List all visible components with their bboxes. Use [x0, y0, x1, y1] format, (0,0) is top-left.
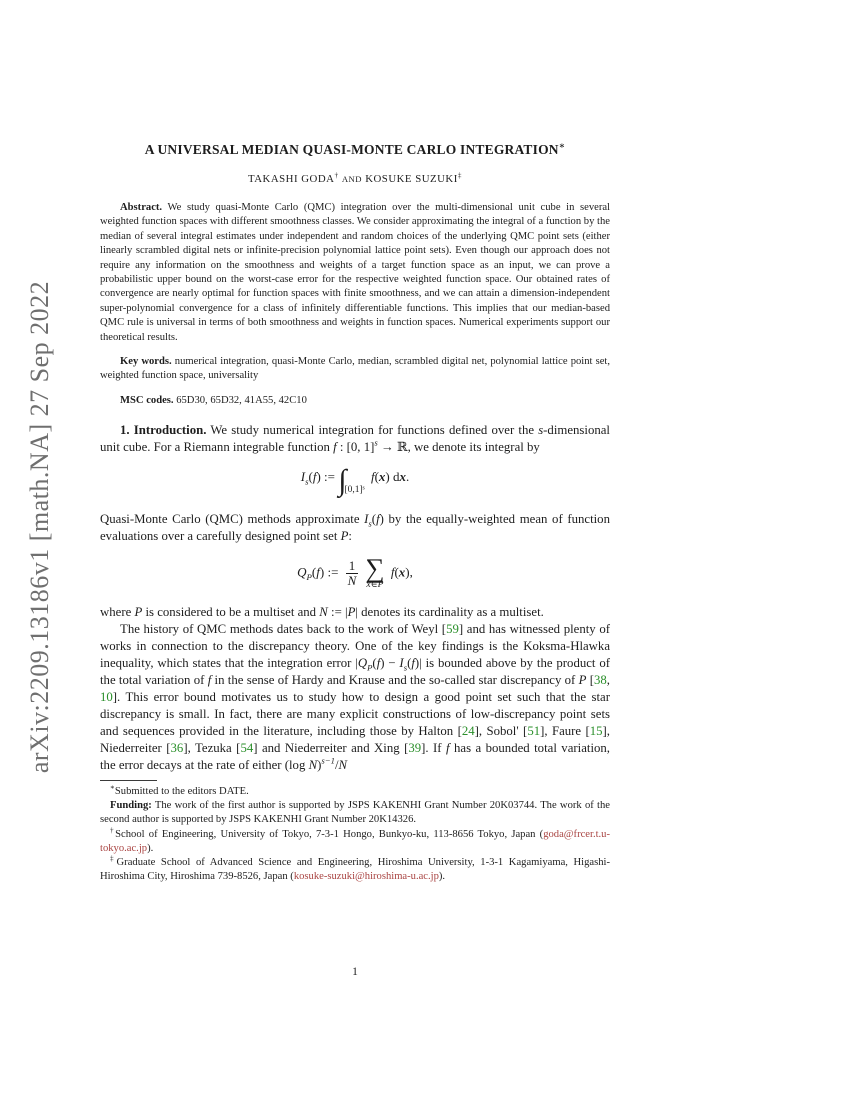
equation-integral-definition: $I_s(f)$ := $\int_{[0,1]ˢ}$ f(x) dx.	[300, 464, 410, 498]
citation-link[interactable]: 36	[170, 740, 184, 755]
equation-qmc-rule: $Q_P(f)$ := $\frac{1}{N}$ ∑ x∈P f(x),	[297, 552, 413, 591]
email-link[interactable]: goda@frcer.t.u-tokyo.ac.jp	[100, 828, 611, 854]
introduction-paragraph-4: The history of QMC methods dates back to the work of Weyl [59] and has witnessed plenty of works in connection to the discrepancy theory. One of the key findings is the Koksma-Hlawka inequality, which states that the integration error $|Q_P(f) - I_s(f)|$ is bounded above by the product of the total variation of f in the sense of Hardy and Krause and the so-called star discrepancy of P [38, 10]. This error bound motivates us to study how to design a good point set such that the star discrepancy is small. In fact, there are many explicit constructions of low-discrepancy point sets and sequences provided in the literature, including those by Halton [24], Sobol' [51], Faure [15], Niederreiter [36], Tezuka [54] and Niederreiter and Xing [39]. If f has a bounded total variation, the error decays at the rate of either (log N)$^{s-1}$/N	[100, 621, 610, 772]
footnote-rule	[100, 780, 157, 781]
page-number: 1	[352, 966, 358, 978]
email-link[interactable]: kosuke-suzuki@hiroshima-u.ac.jp	[293, 871, 439, 883]
paper-authors: TAKASHI GODA† AND KOSUKE SUZUKI‡	[248, 170, 462, 185]
citation-link[interactable]: 51	[527, 723, 541, 738]
citation-link[interactable]: 59	[446, 621, 459, 636]
sum-operator: ∑ x∈P	[365, 552, 385, 591]
footnotes-block	[100, 785, 610, 884]
citation-link[interactable]: 54	[240, 740, 254, 755]
citation-link[interactable]: 10	[100, 689, 113, 704]
paper-content-column	[100, 0, 611, 978]
paper-title: A UNIVERSAL MEDIAN QUASI-MONTE CARLO INTEGRATION∗	[144, 140, 566, 157]
fraction: $\frac{1}{N}$	[347, 557, 357, 588]
keywords-text: Key words. numerical integration, quasi-Monte Carlo, median, scrambled digital net, polynomial lattice point set, weighted function space, universality	[100, 356, 611, 382]
citation-link[interactable]: 24	[461, 723, 475, 738]
abstract-text: Abstract. We study quasi-Monte Carlo (QMC) integration over the multi-dimensional unit cube in several weighted function spaces with different smoothness classes. We consider approximating the integral of a function by the median of several integral estimates under independent and random choices of the underlying QMC point sets (either linearly scrambled digital nets or infinite-precision polynomial lattice point sets). Even though our approach does not require any information on the smoothness and weights of a target function space as an input, we can prove a probabilistic upper bound on the worst-case error for the respective weighted function space. Our obtained rates of convergence are nearly optimal for function spaces with finite smoothness, and we can attain a dimension-independent super-polynomial convergence for a class of infinitely differentiable functions. This implies that our median-based QMC rule is universal in terms of both smoothness and weights in function spaces. Numerical experiments support our theoretical results.	[100, 202, 610, 343]
arxiv-stamp: arXiv:2209.13186v1 [math.NA] 27 Sep 2022	[25, 280, 54, 774]
footnote-submitted: ∗Submitted to the editors DATE.	[110, 783, 249, 797]
footnote-affiliation-2: ‡Graduate School of Advanced Science and Engineering, Hiroshima University, 1-3-1 Kagamiyama, Higashi-Hiroshima City, Hiroshima 739-8526, Japan (kosuke-suzuki@hiroshima-u.ac.jp).	[100, 854, 610, 883]
footnote-affiliation-1: †School of Engineering, University of Tokyo, 7-3-1 Hongo, Bunkyo-ku, 113-8656 Tokyo, Japan (goda@frcer.t.u-tokyo.ac.jp).	[100, 826, 611, 854]
introduction-paragraph-3: where P is considered to be a multiset and N := |P| denotes its cardinality as a multiset.	[100, 604, 544, 619]
msc-codes-text: MSC codes. 65D30, 65D32, 41A55, 42C10	[120, 394, 307, 406]
introduction-paragraph-2: Quasi-Monte Carlo (QMC) methods approximate $I_s(f)$ by the equally-weighted mean of function evaluations over a carefully designed point set P:	[100, 511, 610, 543]
citation-link[interactable]: 38	[594, 672, 607, 687]
citation-link[interactable]: 39	[408, 740, 422, 755]
citation-link[interactable]: 15	[589, 723, 603, 738]
introduction-paragraph-1: 1. Introduction. We study numerical integration for functions defined over the s-dimensional unit cube. For a Riemann integrable function f : [0, 1]$^s$ → ℝ, we denote its integral by	[100, 423, 610, 455]
footnote-funding: Funding: The work of the first author is supported by JSPS KAKENHI Grant Number 20K03744. The work of the second author is supported by JSPS KAKENHI Grant Number 20K14326.	[100, 800, 610, 826]
